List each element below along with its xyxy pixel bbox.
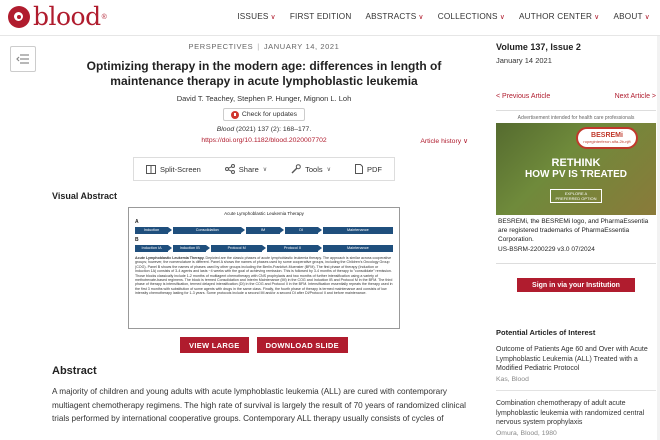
right-sidebar: [496, 42, 656, 438]
phase-arrow: [241, 227, 245, 233]
tools-label: Tools: [305, 164, 323, 174]
share-label: Share: [238, 164, 259, 174]
nav-label: COLLECTIONS: [437, 12, 498, 21]
institution-signin-button[interactable]: Sign in via your Institution: [517, 278, 635, 292]
phase-box: Maintenance: [323, 245, 393, 252]
doi-link[interactable]: https://doi.org/10.1182/blood.2020007702: [201, 137, 327, 144]
history-label: Article history: [420, 138, 462, 145]
divider: [496, 390, 656, 391]
doi-row: [52, 137, 476, 149]
phase-arrow: [280, 227, 284, 233]
divider: [496, 263, 656, 264]
figure-panel-a: [135, 226, 393, 234]
nav-label: ABOUT: [613, 12, 643, 21]
ad-logo-name: BESREMi: [591, 132, 623, 139]
chevron-down-icon: ∨: [262, 166, 268, 173]
tools-button[interactable]: [291, 164, 331, 174]
ad-cta-line2: PREFERRED OPTION: [555, 196, 597, 201]
chevron-down-icon: ∨: [463, 138, 468, 145]
advertisement-note: Advertisement intended for health care professionals: [517, 115, 635, 121]
view-large-button[interactable]: VIEW LARGE: [180, 337, 249, 353]
figure-caption-title: Acute Lymphoblastic Leukemia Therapy.: [135, 256, 205, 260]
logo-text: blood: [33, 2, 101, 31]
ad-headline: [496, 157, 656, 180]
poi-meta: Omura, Blood, 1980: [496, 429, 557, 437]
nav-abstracts[interactable]: [365, 12, 423, 21]
next-article-link[interactable]: Next Article >: [614, 93, 656, 100]
phase-arrow: [168, 227, 172, 233]
site-header: [0, 0, 660, 36]
list-item[interactable]: [496, 399, 656, 438]
check-for-updates-button[interactable]: [223, 108, 305, 121]
figure-panel-b-label: B: [135, 237, 139, 243]
issue-volume[interactable]: Volume 137, Issue 2: [496, 42, 581, 52]
potential-articles-heading: Potential Articles of Interest: [496, 328, 596, 337]
advertisement-banner[interactable]: [496, 123, 656, 215]
pdf-button[interactable]: [355, 164, 382, 174]
article-authors[interactable]: David T. Teachey, Stephen P. Hunger, Mignon L. Loh: [176, 94, 352, 103]
phase-arrow: [318, 227, 322, 233]
article-history-link[interactable]: [420, 137, 468, 145]
article-kicker: [52, 42, 476, 51]
phase-box: Protocol M: [211, 245, 262, 252]
split-screen-button[interactable]: [146, 165, 201, 174]
divider: [496, 110, 656, 111]
issue-date: January 14 2021: [496, 56, 552, 65]
list-item[interactable]: [496, 345, 656, 384]
nav-collections[interactable]: [438, 12, 505, 21]
phase-box: IM: [246, 227, 279, 234]
split-screen-label: Split-Screen: [160, 164, 201, 174]
nav-first-edition[interactable]: [290, 12, 352, 21]
besremi-logo: [576, 127, 638, 149]
share-button[interactable]: [225, 164, 267, 174]
article-title: Optimizing therapy in the modern age: differences in length of maintenance therapy in acute lymphoblastic leukemia: [86, 59, 442, 88]
abstract-heading: Abstract: [52, 365, 97, 377]
download-slide-button[interactable]: DOWNLOAD SLIDE: [257, 337, 348, 353]
ad-headline-line2: HOW PV IS TREATED: [524, 169, 628, 180]
list-outline-icon: [16, 53, 30, 65]
phase-arrow: [206, 245, 210, 251]
visual-abstract-heading: Visual Abstract: [52, 191, 118, 201]
article-citation: [52, 126, 476, 133]
crossmark-icon: [231, 111, 239, 119]
ad-code: US-BSRM-2200229 v3.0 07/2024: [498, 246, 595, 253]
ad-cta-button[interactable]: [550, 189, 602, 203]
nav-label: AUTHOR CENTER: [519, 12, 593, 21]
nav-label: FIRST EDITION: [289, 12, 352, 21]
previous-article-link[interactable]: < Previous Article: [496, 93, 551, 100]
wrench-icon: [291, 164, 301, 174]
phase-box: DI: [285, 227, 318, 234]
figure-caption-body: Depicted are the classic phases of acute lymphoblastic leukemia therapy. The approach is similar across cooperative groups; however, the nomenclature is different. Panel A shows the names of phases used by some cooperative groups, including the Children's Oncology Group (COG). Panel B shows the names of phases used by other groups including the Berlin-Frankfurt-Muenster (BFM). The first phase of therapy (Induction or Induction 1A) consists of 3-4 agents and lasts ~4 weeks with the goal of achieving remission. This is followed by 3-4 months of therapy to "consolidate" remission. Those blocks classically include 1-2 months of multiagent chemotherapy with CNS prophylaxis and two months of further intensification using a variety of methotrexate-based regimens. The block is termed Consolidation and Interim Maintenance (IM) in the COG and Induction IB and Protocol M in the BFM. The third phase of therapy is intensification, termed delayed intensification (DI) in the COG and Protocol II in the BFM. Intensification essentially repeats the therapy used in the first 3 months with substitution of some agents with drugs in the same class. Finally, the fourth phase of therapy is termed maintenance and consists of low intensity chemotherapy lasting for 1-3 years. Some protocols include a second IM and/or a second DI after DI/Protocol II and before maintenance.: [135, 256, 393, 296]
figure-title: Acute Lymphoblastic Leukemia Therapy: [224, 211, 304, 216]
phase-arrow: [318, 245, 322, 251]
ad-headline-line1: RETHINK: [551, 157, 601, 169]
article-column: [52, 42, 476, 426]
poi-title[interactable]: Outcome of Patients Age 60 and Over with Acute Lymphoblastic Leukemia (ALL) Treated with a Modified Pediatric Protocol: [496, 346, 648, 372]
main-nav: [237, 12, 650, 21]
abstract-text: A majority of children and young adults with acute lymphoblastic leukemia (ALL) are cured with contemporary multiagent chemotherapy regimens. The high rate of survival is largely the result of 70 years of randomized clinical trials performed by international cooperative groups. Contemporary ALL therapy usually consists of cycles of: [52, 387, 466, 423]
figure-panel-b: [135, 244, 393, 252]
phase-arrow: [262, 245, 266, 251]
split-screen-icon: [146, 165, 156, 174]
chevron-down-icon: ∨: [326, 166, 332, 173]
nav-issues[interactable]: [237, 12, 276, 21]
nav-label: ISSUES: [237, 12, 269, 21]
figure-buttons: [52, 337, 476, 353]
figure-caption: [135, 256, 393, 296]
outline-toggle-button[interactable]: [10, 46, 36, 72]
article-pager: [496, 93, 656, 100]
chevron-down-icon: ∨: [270, 14, 276, 21]
phase-box: Consolidation: [173, 227, 241, 234]
chevron-down-icon: ∨: [644, 14, 650, 21]
poi-meta: Kas, Blood: [496, 375, 529, 383]
article-section[interactable]: PERSPECTIVES: [188, 42, 254, 51]
logo-registered-mark: ®: [101, 13, 107, 21]
blood-logo[interactable]: [8, 4, 107, 30]
poi-title[interactable]: Combination chemotherapy of adult acute lymphoblastic leukemia with randomized central nervous system prophylaxis: [496, 400, 645, 426]
nav-author-center[interactable]: [519, 12, 599, 21]
phase-box: Induction IA: [135, 245, 168, 252]
blood-drop-icon: [8, 6, 30, 28]
citation-journal: Blood: [216, 126, 235, 133]
figure-panel-a-label: A: [135, 219, 139, 225]
ad-logo-subtitle: ropeginterferon alfa-2b-njft: [583, 139, 631, 144]
nav-label: ABSTRACTS: [365, 12, 417, 21]
phase-box: Protocol II: [267, 245, 318, 252]
phase-box: Maintenance: [323, 227, 393, 234]
check-updates-label: Check for updates: [241, 111, 298, 118]
phase-box: Induction: [135, 227, 168, 234]
article-date: JANUARY 14, 2021: [263, 42, 340, 51]
pdf-icon: [355, 164, 363, 174]
pdf-label: PDF: [366, 164, 382, 174]
citation-details: (2021) 137 (2): 168–177.: [234, 126, 312, 133]
phase-box: Induction IB: [173, 245, 206, 252]
share-icon: [225, 164, 235, 174]
ad-cta-line1: EXPLORE A: [564, 191, 588, 196]
chevron-down-icon: ∨: [594, 14, 600, 21]
visual-abstract-figure[interactable]: [128, 207, 400, 329]
article-toolbar: [133, 157, 395, 181]
nav-about[interactable]: [613, 12, 650, 21]
chevron-down-icon: ∨: [418, 14, 424, 21]
ad-disclaimer: BESREMi, the BESREMi logo, and PharmaEssentia are registered trademarks of PharmaEssentia Corporation.: [496, 215, 656, 244]
chevron-down-icon: ∨: [499, 14, 506, 21]
phase-arrow: [168, 245, 172, 251]
kicker-separator: |: [257, 42, 260, 51]
